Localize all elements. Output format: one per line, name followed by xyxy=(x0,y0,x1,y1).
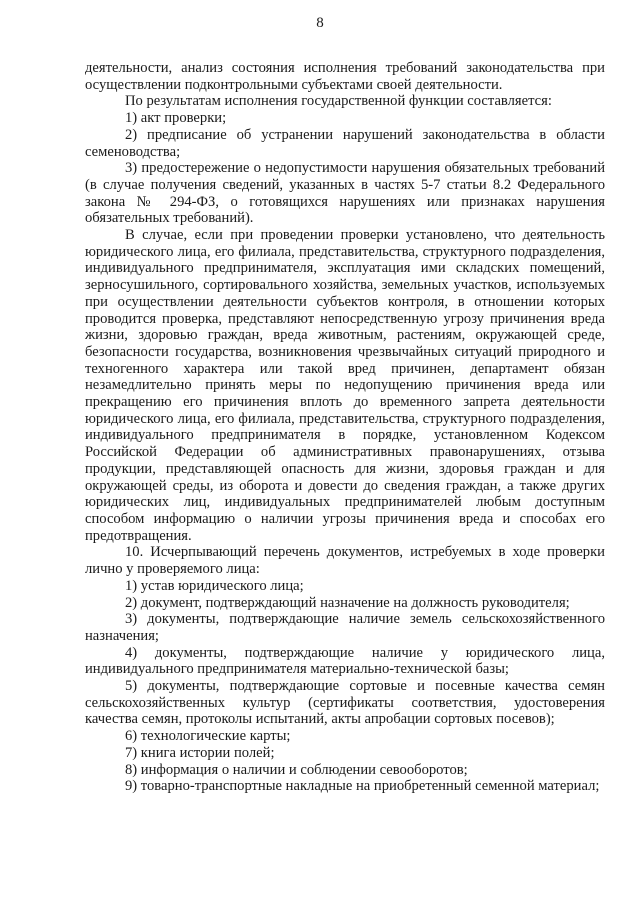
list-item-tech-cards: 6) технологические карты; xyxy=(125,728,291,745)
list-item-land: 3) документы, подтверждающие наличие земель сельскохозяйственного назначения; xyxy=(85,611,605,644)
list-item-waybills: 9) товарно-транспортные накладные на приобретенный семенной материал; xyxy=(125,778,600,795)
list-item-field-history: 7) книга истории полей; xyxy=(125,744,275,761)
list-item-order: 2) предписание об устранении нарушений законодательства в области семеноводства; xyxy=(85,126,605,160)
list-item-warning: 3) предостережение о недопустимости нарушения обязательных требований (в случае получения сведений, указанных в частях 5-7 статьи 8.2 Федерального закона № 294-ФЗ, о готовящихся нарушениях или признаках нарушения обязательных требований). xyxy=(85,160,605,227)
list-item-act: 1) акт проверки; xyxy=(125,110,227,127)
document-body xyxy=(85,60,605,795)
paragraph-continuation: деятельности, анализ состояния исполнения требований законодательства при осуществлении подконтрольными субъектами своей деятельности. xyxy=(85,60,605,93)
list-item-seed-quality: 5) документы, подтверждающие сортовые и посевные качества семян сельскохозяйственных культур (сертификаты соответствия, удостоверения качества семян, протоколы испытаний, акты апробации сортовых посевов); xyxy=(85,678,605,728)
list-item-material-base: 4) документы, подтверждающие наличие у юридического лица, индивидуального предпринимателя материально-технической базы; xyxy=(85,644,605,678)
paragraph-threat-measures: В случае, если при проведении проверки установлено, что деятельность юридического лица, его филиала, представительства, структурного подразделения, индивидуального предпринимателя, эксплуатация ими складских помещений, зерносушильного, сортировального хозяйства, земельных участков, используемых при осуществлении деятельности субъектов контроля, в отношении которых проводится проверка, представляют непосредственную угрозу причинения вреда жизни, здоровью граждан, вреда животным, растениям, окружающей среде, безопасности государства, возникновения чрезвычайных ситуаций природного и техногенного характера или такой вред причинен, департамент обязан незамедлительно принять меры по недопущению причинения вреда или прекращению его причинения вплоть до временного запрета деятельности юридического лица, его филиала, представительства, структурного подразделения, индивидуального предпринимателя в порядке, установленном Кодексом Российской Федерации об административных правонарушениях, отзыва продукции, представляющей опасность для жизни, здоровья граждан и для окружающей среды, из оборота и довести до сведения граждан, а также других юридических лиц, индивидуальных предпринимателей любым доступным способом информацию о наличии угрозы причинения вреда и способах его предотвращения. xyxy=(85,227,605,544)
paragraph-documents-heading: 10. Исчерпывающий перечень документов, истребуемых в ходе проверки лично у проверяемого лица: xyxy=(85,544,605,578)
page-number: 8 xyxy=(316,15,324,31)
list-item-crop-rotation: 8) информация о наличии и соблюдении севооборотов; xyxy=(125,761,468,778)
paragraph-results-intro: По результатам исполнения государственной функции составляется: xyxy=(125,93,552,110)
list-item-charter: 1) устав юридического лица; xyxy=(125,577,304,594)
list-item-appointment: 2) документ, подтверждающий назначение на должность руководителя; xyxy=(125,594,570,611)
